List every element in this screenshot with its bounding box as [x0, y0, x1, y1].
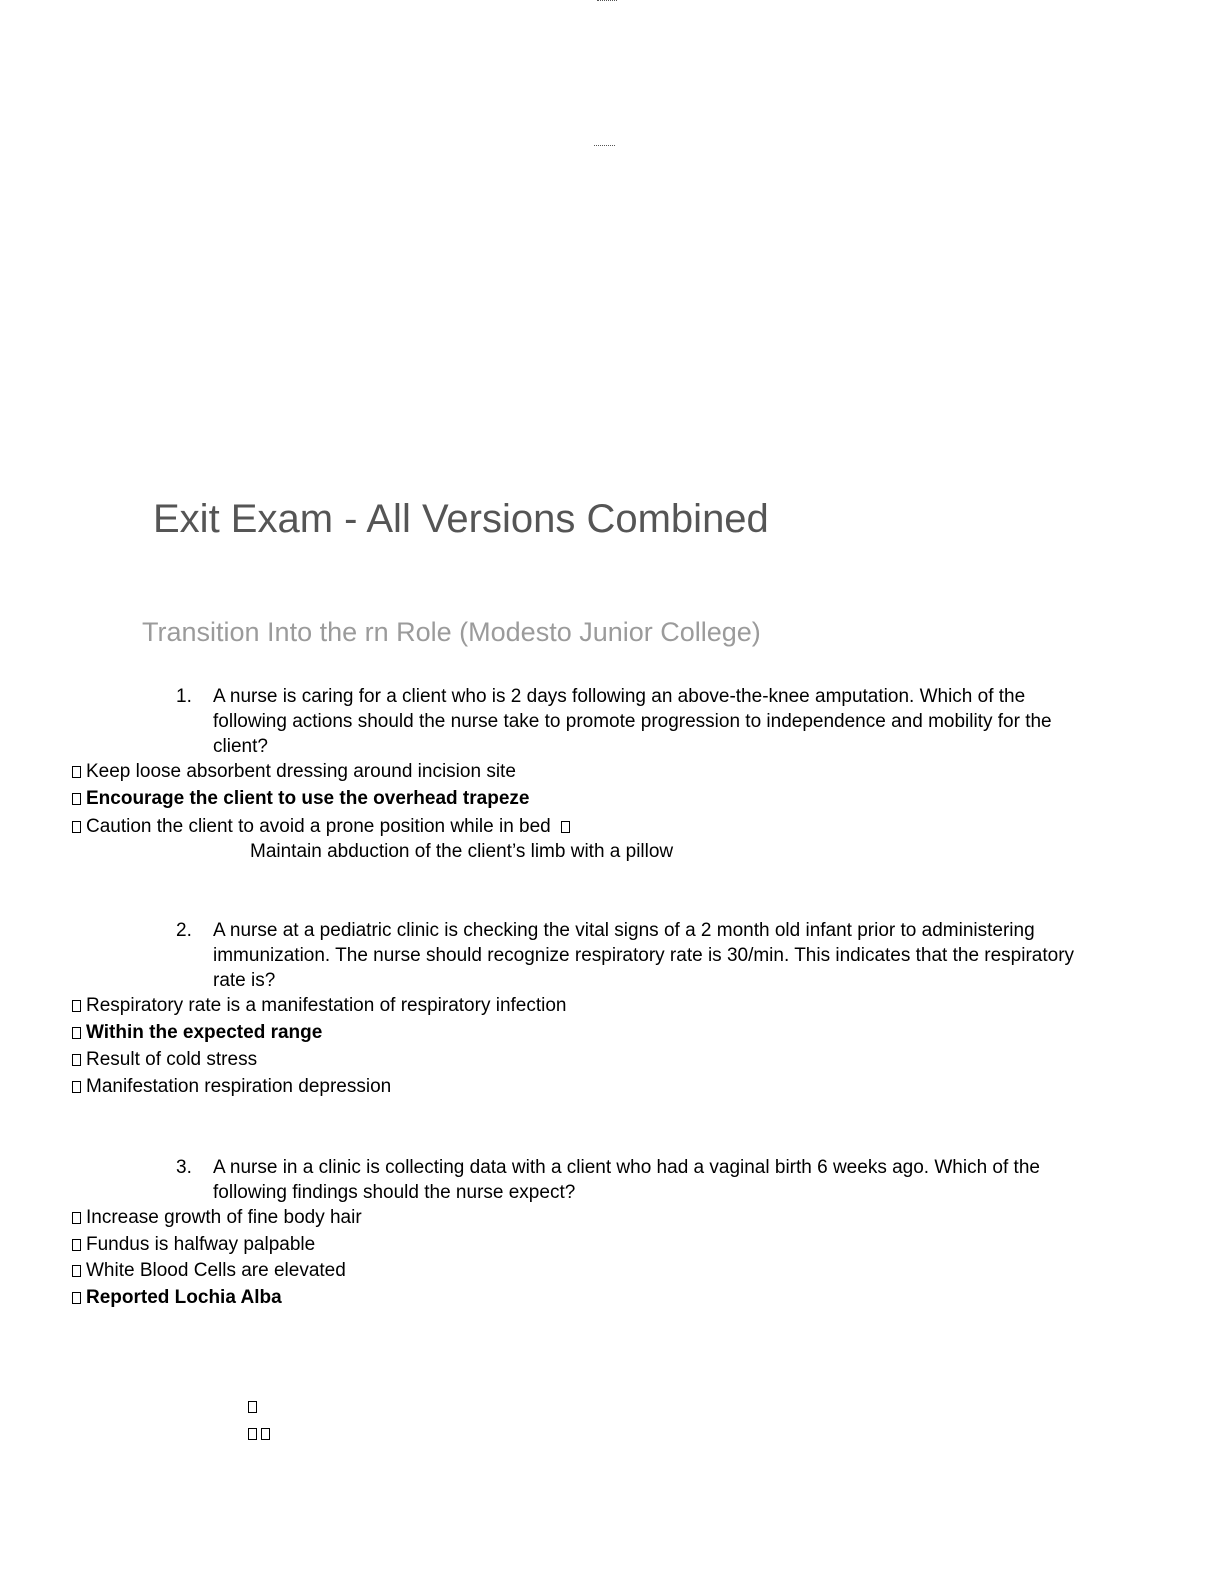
second-dash-mark — [594, 145, 615, 146]
answer-option-correct — [72, 1284, 282, 1311]
stray-glyph-row — [248, 1421, 275, 1446]
answer-option-text: Encourage the client to use the overhead trapeze — [86, 788, 530, 809]
question-stem: A nurse is caring for a client who is 2 days following an above-the-knee amputation. Which of the following actions should the nurse take to promote progression to independence and mobility for the client? — [213, 686, 1052, 757]
stray-glyph-row — [248, 1394, 262, 1419]
checkbox-icon — [261, 1428, 270, 1440]
answer-option — [72, 813, 570, 840]
answer-option — [72, 758, 516, 785]
answer-option — [72, 1257, 346, 1284]
checkbox-icon — [72, 1027, 81, 1039]
question-stem: A nurse in a clinic is collecting data with a client who had a vaginal birth 6 weeks ago. Which of the following findings should the nurse expect? — [213, 1157, 1040, 1203]
answer-option-text: Reported Lochia Alba — [86, 1287, 282, 1308]
checkbox-icon — [72, 1265, 81, 1277]
answer-option — [72, 1046, 257, 1073]
checkbox-icon — [72, 1239, 81, 1251]
question-number: 1. — [176, 686, 192, 707]
checkbox-icon — [248, 1401, 257, 1413]
answer-option — [72, 1204, 362, 1231]
answer-option-text: Manifestation respiration depression — [86, 1076, 392, 1097]
question-number: 3. — [176, 1157, 192, 1178]
answer-option-text: Maintain abduction of the client’s limb with a pillow — [250, 841, 674, 862]
course-subtitle: Transition Into the rn Role (Modesto Junior College) — [142, 617, 761, 647]
checkbox-icon — [561, 821, 570, 833]
checkbox-icon — [72, 1054, 81, 1066]
checkbox-icon — [248, 1428, 257, 1440]
checkbox-icon — [72, 1000, 81, 1012]
checkbox-icon — [72, 1212, 81, 1224]
question-stem: A nurse at a pediatric clinic is checking the vital signs of a 2 month old infant prior to administering immunization. The nurse should recognize respiratory rate is 30/min. This indicates that the respiratory rate is? — [213, 920, 1075, 991]
question-number: 2. — [176, 920, 192, 941]
answer-option-text: Increase growth of fine body hair — [86, 1207, 362, 1228]
document-title: Exit Exam - All Versions Combined — [153, 497, 769, 541]
checkbox-icon — [72, 1081, 81, 1093]
checkbox-icon — [72, 793, 81, 805]
answer-option-text: Keep loose absorbent dressing around incision site — [86, 761, 516, 782]
checkbox-icon — [72, 821, 81, 833]
answer-option-text: Result of cold stress — [86, 1049, 258, 1070]
answer-option — [72, 1073, 391, 1100]
answer-option — [250, 838, 673, 865]
answer-option-text: White Blood Cells are elevated — [86, 1260, 346, 1281]
top-dash-mark — [597, 0, 617, 1]
answer-option — [72, 1231, 315, 1258]
answer-option-text: Fundus is halfway palpable — [86, 1234, 316, 1255]
checkbox-icon — [72, 1292, 81, 1304]
answer-option-text: Caution the client to avoid a prone position while in bed — [86, 816, 551, 837]
checkbox-icon — [72, 766, 81, 778]
answer-option-text: Within the expected range — [86, 1022, 323, 1043]
answer-option — [72, 992, 567, 1019]
answer-option-correct — [72, 1019, 322, 1046]
answer-option-text: Respiratory rate is a manifestation of respiratory infection — [86, 995, 567, 1016]
answer-option-correct — [72, 785, 529, 812]
